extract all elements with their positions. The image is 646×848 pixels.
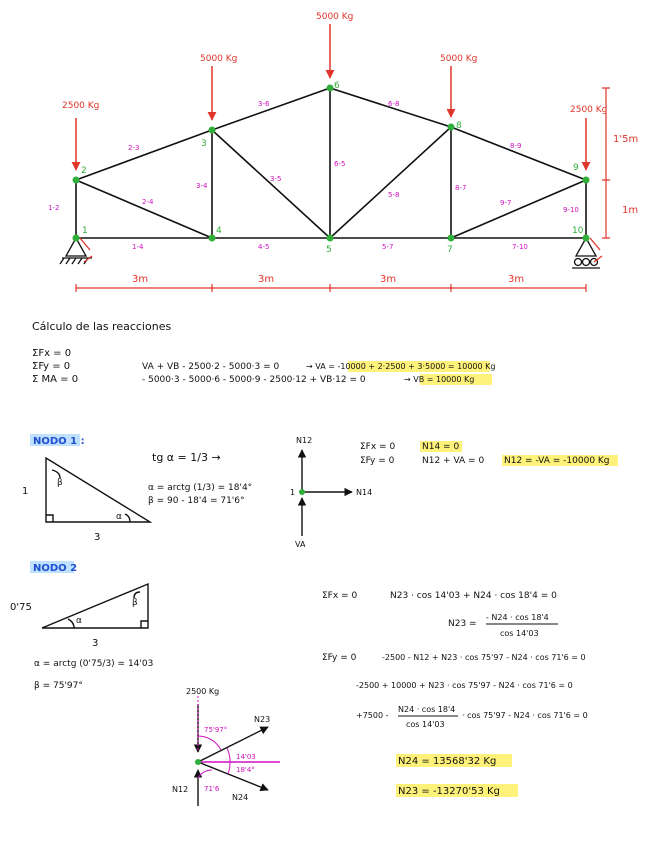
equation-label: ΣFy = 0 [322,653,357,663]
fbd-angle-label: 14'03 [236,753,256,761]
equation-label: ΣFx = 0 [322,591,358,601]
fbd-angle-label: 75'97° [204,726,228,734]
node-10 [583,235,590,242]
member-label: 2-4 [142,198,154,206]
fbd-force-label: N14 [356,488,373,497]
member-label: 5-8 [388,191,400,199]
fy-equation-1: -2500 - N12 + N23 · cos 75'97 - N24 · cos 71'6 = 0 [382,653,586,662]
member-label: 3-4 [196,182,208,190]
n12-result: N12 = -VA = -10000 Kg [504,456,610,466]
fy-equation-3-left: +7500 - [356,711,389,720]
triangle-side-label: 1 [22,486,29,497]
reactions-title: Cálculo de las reacciones [32,320,172,333]
load-label: 2500 Kg [62,101,100,111]
node-7 [448,235,455,242]
node-8 [448,124,455,131]
fy-equation-3-numerator: N24 · cos 18'4 [398,705,456,714]
height-label: 1'5m [613,134,639,145]
node-label: 3 [201,139,207,149]
beta-line: β = 75'97° [34,681,83,691]
member-label: 9-10 [563,206,579,214]
node-label: 8 [456,121,462,131]
node-1 [73,235,80,242]
load-label: 2500 Kg [570,105,608,115]
member-label: 9-7 [500,199,512,207]
top-chord [76,88,586,180]
span-label: 3m [508,274,525,285]
n24-result: N24 = 13568'32 Kg [398,756,497,767]
node1-triangle [46,458,150,522]
member-5-8 [330,127,451,238]
equation-label: ΣFx = 0 [32,348,72,359]
fbd-force-label: N12 [172,785,189,794]
load-label: 5000 Kg [440,54,478,64]
node-3 [209,127,216,134]
node-9 [583,177,590,184]
node1-title: NODO 1 : [33,436,85,447]
n23-expression-lhs: N23 = [448,619,477,629]
member-label: 6-8 [388,100,400,108]
height-label: 1m [622,205,639,216]
fbd-angle-label: 71'6 [204,785,220,793]
member-label: 4-5 [258,243,270,251]
alpha-line: α = arctg (1/3) = 18'4° [148,483,253,493]
truss-nodes [73,85,590,242]
node1-free-body [302,450,352,536]
fy-equation-3-denominator: cos 14'03 [406,720,445,729]
node-label: 5 [326,245,332,255]
member-label: 7-10 [512,243,528,251]
member-label: 5-7 [382,243,394,251]
fy-equation-2: -2500 + 10000 + N23 · cos 75'97 - N24 · cos 71'6 = 0 [356,681,573,690]
truss [76,88,586,238]
member-3-5 [212,130,330,238]
beta-line: β = 90 - 18'4 = 71'6° [148,496,245,506]
triangle-angle-label: β [132,598,138,608]
span-label: 3m [258,274,275,285]
member-label: 2-3 [128,144,140,152]
span-label: 3m [132,274,149,285]
fbd-load-label: 2500 Kg [186,687,220,696]
node-label: 7 [447,245,453,255]
span-label: 3m [380,274,397,285]
triangle-angle-label: α [76,616,82,626]
member-label: 1-4 [132,243,144,251]
va-result: → VA = -10000 + 2·2500 + 3·5000 = 10000 Kg [306,362,496,371]
node-label: 10 [572,226,584,236]
fbd-node [299,489,305,495]
member-label: 8-9 [510,142,522,150]
tangent-line: tg α = 1/3 → [152,451,221,464]
node-label: 1 [82,226,88,236]
node-2 [73,177,80,184]
fbd-force-label: N23 [254,715,271,724]
fbd-force-label: VA [295,540,306,549]
alpha-line: α = arctg (0'75/3) = 14'03 [34,659,154,669]
triangle-side-label: 0'75 [10,602,32,613]
equation-label: Σ MA = 0 [32,374,79,385]
member-label: 3-6 [258,100,270,108]
n23-result: N23 = -13270'53 Kg [398,786,500,797]
fy-equation-3-right: · cos 75'97 - N24 · cos 71'6 = 0 [462,711,588,720]
fbd-node-label: 1 [290,488,296,497]
n14-result: N14 = 0 [422,442,460,452]
equation-label: ΣFx = 0 [360,442,396,452]
member-label: 6-5 [334,160,346,168]
load-label: 5000 Kg [200,54,238,64]
angle-arcs [198,736,230,778]
triangle-angle-label: α [116,512,122,522]
equation-label: ΣFy = 0 [32,361,71,372]
member-2-4 [76,180,212,238]
triangle-side-label: 3 [92,638,99,649]
node-label: 9 [573,163,579,173]
fbd-node [195,759,201,765]
node-6 [327,85,334,92]
node2-title: NODO 2 [33,563,78,574]
node-label: 6 [334,81,340,91]
member-label: 8-7 [455,184,467,192]
triangle-side-label: 3 [94,532,101,543]
node-label: 4 [216,226,222,236]
fy-equation: N12 + VA = 0 [422,456,485,466]
node-5 [327,235,334,242]
fbd-force-label: N24 [232,793,249,802]
fbd-angle-label: 18'4° [236,766,255,774]
node-4 [209,235,216,242]
moment-equation: - 5000·3 - 5000·6 - 5000·9 - 2500·12 + VB·12 = 0 [142,375,366,385]
span-dimension-line [76,284,586,292]
fbd-force-label: N12 [296,436,313,445]
member-label: 3-5 [270,175,282,183]
load-label: 5000 Kg [316,12,354,22]
n23-numerator: - N24 · cos 18'4 [486,613,549,622]
vb-result: → VB = 10000 Kg [404,375,475,384]
n23-denominator: cos 14'03 [500,629,539,638]
vertical-equilibrium-equation: VA + VB - 2500·2 - 5000·3 = 0 [142,362,280,372]
member-label: 1-2 [48,204,60,212]
equation-label: ΣFy = 0 [360,456,395,466]
triangle-angle-label: β [57,478,63,488]
fx-equation: N23 · cos 14'03 + N24 · cos 18'4 = 0 [390,591,557,601]
node-label: 2 [81,166,87,176]
roller-support [572,238,600,268]
